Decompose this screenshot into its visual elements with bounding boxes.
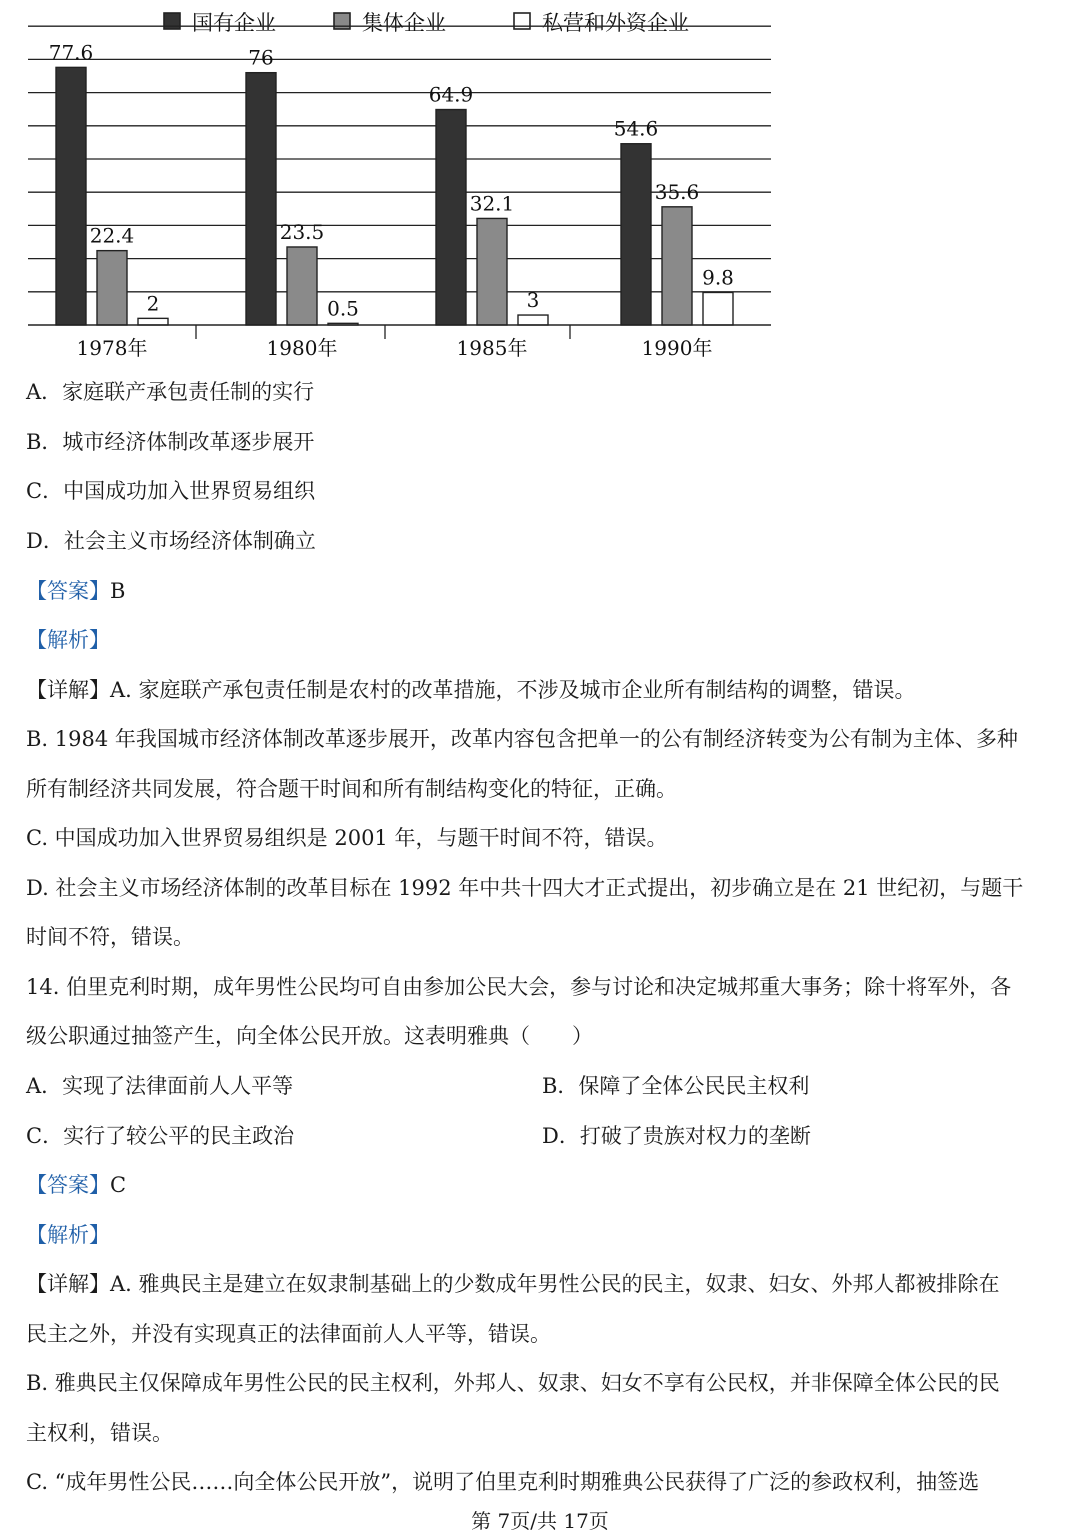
q13-analysis-heading: 【解析】 xyxy=(26,628,110,652)
data-label: 3 xyxy=(526,288,540,313)
bar xyxy=(246,73,276,325)
page-footer: 第 7页/共 17页 xyxy=(471,1509,609,1533)
bar xyxy=(662,207,692,325)
answer-bracket: 【答案】 xyxy=(26,1173,110,1197)
bar xyxy=(287,247,317,325)
detail-label: 【详解】 xyxy=(26,678,110,702)
data-label: 2 xyxy=(146,291,160,316)
x-tick-label: 1980年 xyxy=(266,336,338,360)
bar xyxy=(621,144,651,325)
q14-stem-line1: 14. 伯里克利时期，成年男性公民均可自由参加公民大会，参与讨论和决定城邦重大事务；除十将军外，各 xyxy=(26,975,1012,999)
x-tick-label: 1978年 xyxy=(76,336,148,360)
data-label: 76 xyxy=(248,45,274,70)
legend-label: 集体企业 xyxy=(362,11,446,35)
q13-detail-c: C. 中国成功加入世界贸易组织是 2001 年，与题干时间不符，错误。 xyxy=(26,826,668,850)
bar xyxy=(97,251,127,325)
chart-x-axis xyxy=(28,325,771,360)
data-label: 35.6 xyxy=(654,179,700,204)
q13-detail-b-line2: 所有制经济共同发展，符合题干时间和所有制结构变化的特征，正确。 xyxy=(26,777,677,801)
bar xyxy=(138,318,168,325)
data-label: 64.9 xyxy=(428,82,474,107)
q14-detail-b-line1: B. 雅典民主仅保障成年男性公民的民主权利，外邦人、奴隶、妇女不享有公民权，并非保障全体公民的民 xyxy=(26,1371,1000,1395)
q14-detail-a-line2: 民主之外，并没有实现真正的法律面前人人平等，错误。 xyxy=(26,1322,551,1346)
detail-a-text: A. 雅典民主是建立在奴隶制基础上的少数成年男性公民的民主，奴隶、妇女、外邦人都被排除在 xyxy=(110,1272,1000,1296)
data-label: 9.8 xyxy=(702,265,734,290)
chart-legend xyxy=(164,11,689,35)
detail-a-text: A. 家庭联产承包责任制是农村的改革措施，不涉及城市企业所有制结构的调整，错误。 xyxy=(110,678,916,702)
q14-detail-b-line2: 主权利，错误。 xyxy=(26,1421,173,1445)
data-label: 23.5 xyxy=(279,219,325,244)
q13-option-d: D．社会主义市场经济体制确立 xyxy=(26,529,316,553)
q13-detail-d-line2: 时间不符，错误。 xyxy=(26,925,194,949)
data-label: 54.6 xyxy=(613,116,659,141)
q14-option-c: C．实行了较公平的民主政治 xyxy=(26,1124,295,1148)
x-tick-label: 1985年 xyxy=(456,336,528,360)
data-label: 77.6 xyxy=(48,40,94,65)
q13-answer xyxy=(26,577,125,605)
q14-option-d: D．打破了贵族对权力的垄断 xyxy=(542,1124,811,1148)
q13-option-a: A．家庭联产承包责任制的实行 xyxy=(26,380,315,404)
detail-label: 【详解】 xyxy=(26,1272,110,1296)
q14-option-a: A．实现了法律面前人人平等 xyxy=(26,1074,294,1098)
q14-detail-a-line1 xyxy=(26,1270,1000,1298)
x-tick-label: 1990年 xyxy=(641,336,713,360)
answer-bracket: 【答案】 xyxy=(26,579,110,603)
q13-detail-a xyxy=(26,676,916,704)
answer-value: B xyxy=(110,579,126,603)
q14-detail-c-line1: C. “成年男性公民……向全体公民开放”，说明了伯里克利时期雅典公民获得了广泛的参政权利，抽签选 xyxy=(26,1470,980,1494)
q14-answer xyxy=(26,1171,126,1199)
enterprise-ownership-bar-chart xyxy=(0,0,800,370)
chart-bars xyxy=(56,67,733,325)
legend-label: 私营和外资企业 xyxy=(542,11,689,35)
data-label: 0.5 xyxy=(327,296,359,321)
q14-analysis-heading: 【解析】 xyxy=(26,1223,110,1247)
q13-option-c: C．中国成功加入世界贸易组织 xyxy=(26,479,316,503)
data-label: 32.1 xyxy=(469,191,515,216)
answer-value: C xyxy=(110,1173,127,1197)
bar xyxy=(477,218,507,325)
q14-stem-line2: 级公职通过抽签产生，向全体公民开放。这表明雅典（ ） xyxy=(26,1024,593,1048)
chart-gridlines xyxy=(28,26,771,292)
q13-detail-b-line1: B. 1984 年我国城市经济体制改革逐步展开，改革内容包含把单一的公有制经济转变为公有制为主体、多种 xyxy=(26,727,1018,751)
data-label: 22.4 xyxy=(89,223,135,248)
legend-label: 国有企业 xyxy=(192,11,276,35)
bar xyxy=(56,67,86,325)
q14-option-b: B．保障了全体公民民主权利 xyxy=(542,1074,810,1098)
bar xyxy=(518,315,548,325)
q13-option-b: B．城市经济体制改革逐步展开 xyxy=(26,430,315,454)
bar xyxy=(436,110,466,325)
q13-detail-d-line1: D. 社会主义市场经济体制的改革目标在 1992 年中共十四大才正式提出，初步确立是在 21 世纪初，与题干 xyxy=(26,876,1024,900)
bar xyxy=(703,292,733,325)
